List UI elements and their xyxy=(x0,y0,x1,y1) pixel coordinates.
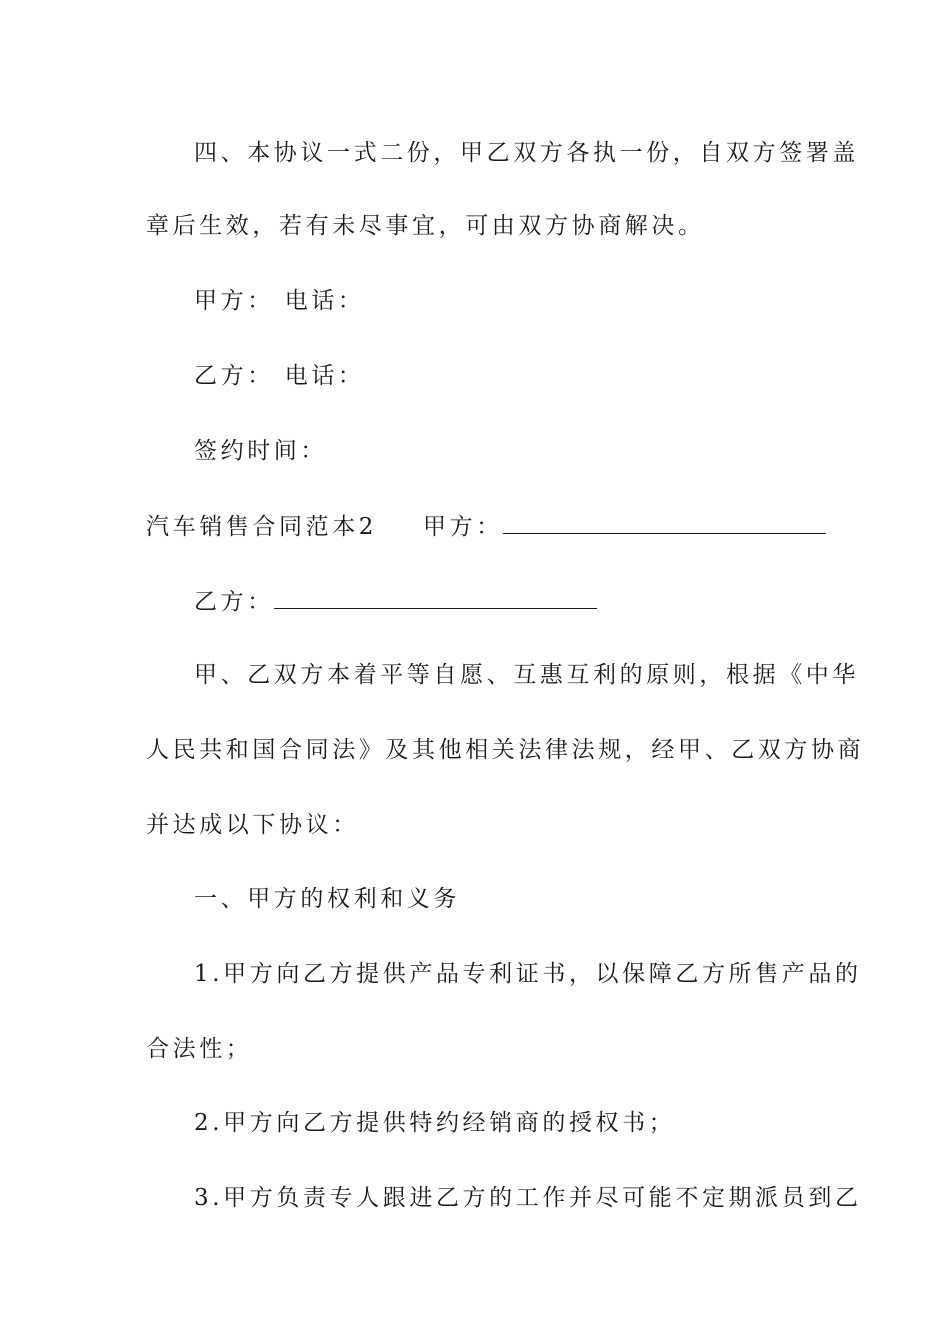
contract-2-party-a-label: 甲方： xyxy=(423,514,503,540)
clause-4-line-2: 章后生效，若有未尽事宜，可由双方协商解决。 xyxy=(146,213,705,239)
clause-4-line-1: 四、本协议一式二份，甲乙双方各执一份，自双方签署盖 xyxy=(194,140,859,166)
contract-2-title-row xyxy=(146,511,806,542)
party-b-label: 乙方： xyxy=(194,363,274,389)
section-1-heading: 一、甲方的权利和义务 xyxy=(194,886,460,912)
item-1-line-2: 合法性； xyxy=(146,1036,253,1062)
contract-2-title: 汽车销售合同范本2 xyxy=(146,514,378,540)
party-a-phone-label: 电话： xyxy=(284,288,365,314)
sign-time-label: 签约时间： xyxy=(194,438,327,464)
party-b-row xyxy=(194,361,806,391)
item-1-line-1: 1.甲方向乙方提供产品专利证书，以保障乙方所售产品的 xyxy=(194,961,862,987)
intro-line-1: 甲、乙双方本着平等自愿、互惠互利的原则，根据《中华 xyxy=(194,662,859,688)
party-b-phone-label: 电话： xyxy=(284,363,365,389)
intro-line-3: 并达成以下协议： xyxy=(146,812,359,838)
item-3-line-1: 3.甲方负责专人跟进乙方的工作并尽可能不定期派员到乙 xyxy=(194,1185,862,1211)
item-2: 2.甲方向乙方提供特约经销商的授权书； xyxy=(194,1110,676,1136)
contract-2-party-b-label: 乙方： xyxy=(194,589,274,615)
party-a-label: 甲方： xyxy=(194,288,274,314)
intro-line-2: 人民共和国合同法》及其他相关法律法规，经甲、乙双方协商 xyxy=(146,737,865,763)
party-a-blank-line xyxy=(503,511,826,534)
party-b-blank-line xyxy=(274,586,597,609)
contract-2-party-b-row xyxy=(194,586,806,617)
party-a-row xyxy=(194,286,806,316)
